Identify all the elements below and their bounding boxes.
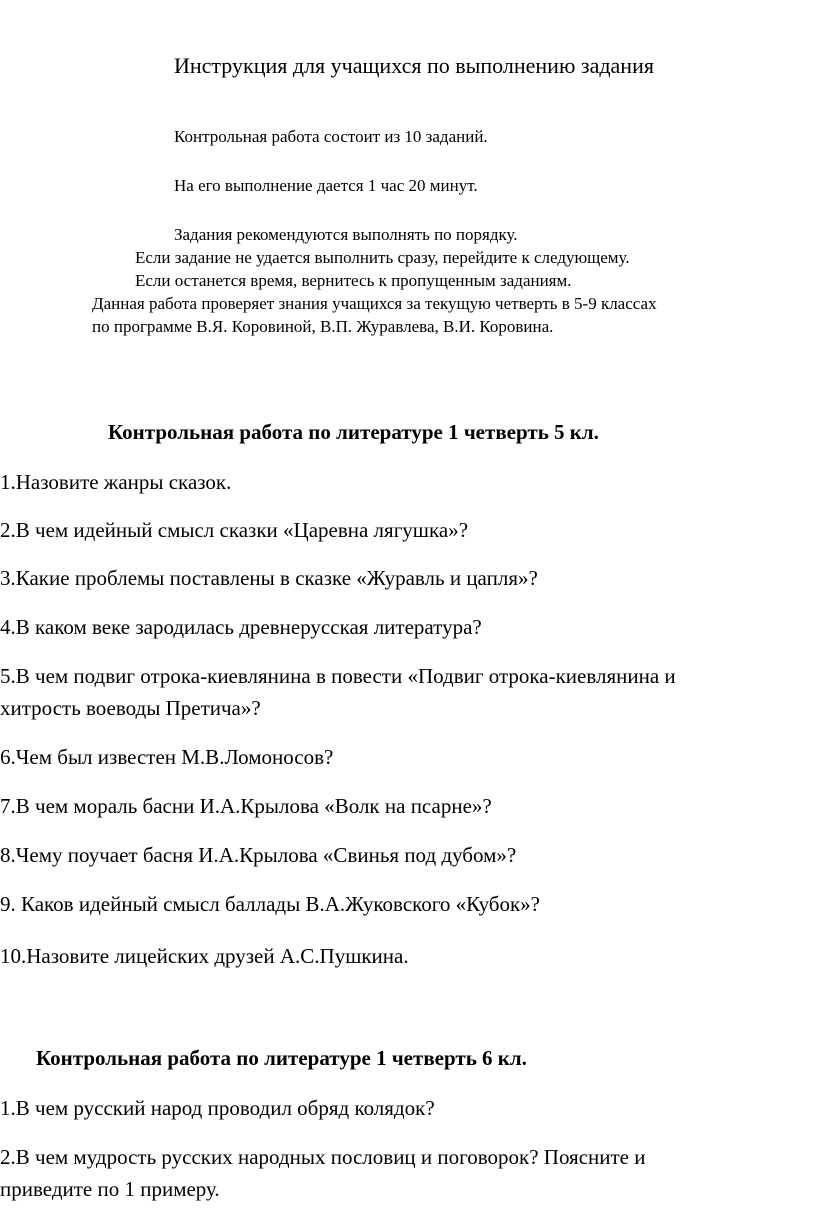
question-item: 2.В чем мудрость русских народных пословиц и поговорок? Поясните и (0, 1145, 646, 1169)
question-item: 7.В чем мораль басни И.А.Крылова «Волк на псарне»? (0, 794, 492, 818)
instruction-line: Контрольная работа состоит из 10 заданий. (174, 127, 488, 146)
instruction-line: Данная работа проверяет знания учащихся за текущую четверть в 5-9 классах (92, 294, 657, 313)
question-item: 1.Назовите жанры сказок. (0, 470, 232, 494)
question-item: 9. Каков идейный смысл баллады В.А.Жуковского «Кубок»? (0, 892, 541, 916)
instruction-line: по программе В.Я. Коровиной, В.П. Журавлева, В.И. Коровина. (92, 317, 554, 336)
question-item-continuation: приведите по 1 примеру. (0, 1177, 220, 1201)
question-item: 3.Какие проблемы поставлены в сказке «Журавль и цапля»? (0, 566, 538, 590)
section-5-heading: Контрольная работа по литературе 1 четверть 5 кл. (108, 420, 599, 444)
instruction-line: Если задание не удается выполнить сразу, перейдите к следующему. (135, 248, 630, 267)
instruction-line: Задания рекомендуются выполнять по порядку. (174, 225, 518, 244)
question-item: 10.Назовите лицейских друзей А.С.Пушкина. (0, 944, 409, 968)
instruction-title: Инструкция для учащихся по выполнению задания (174, 53, 654, 78)
section-6-heading: Контрольная работа по литературе 1 четверть 6 кл. (36, 1046, 527, 1070)
instruction-line: Если останется время, вернитесь к пропущенным заданиям. (135, 271, 572, 290)
question-item: 8.Чему поучает басня И.А.Крылова «Свинья под дубом»? (0, 843, 517, 867)
question-item-continuation: хитрость воеводы Претича»? (0, 696, 261, 720)
question-item: 5.В чем подвиг отрока-киевлянина в повести «Подвиг отрока-киевлянина и (0, 664, 676, 688)
question-item: 6.Чем был известен М.В.Ломоносов? (0, 745, 334, 769)
instruction-line: На его выполнение дается 1 час 20 минут. (174, 176, 478, 195)
question-item: 2.В чем идейный смысл сказки «Царевна лягушка»? (0, 518, 469, 542)
question-item: 4.В каком веке зародилась древнерусская литература? (0, 615, 482, 639)
question-item: 1.В чем русский народ проводил обряд колядок? (0, 1096, 435, 1120)
